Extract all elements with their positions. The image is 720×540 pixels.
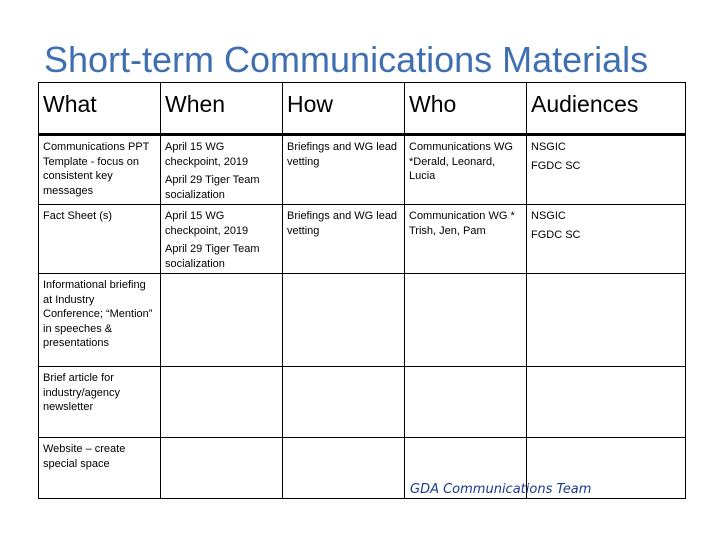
what-text: Communications PPT Template - focus on consistent key messages: [43, 141, 150, 197]
table-row: [39, 367, 686, 438]
audience-line: NSGIC: [531, 210, 566, 222]
who-text: Communications WG *Derald, Leonard, Lucia: [409, 141, 513, 182]
cell-who: [405, 205, 527, 274]
audience-line: FGDC SC: [531, 159, 581, 172]
cell-when: [161, 367, 283, 438]
table-row: [39, 274, 686, 367]
header-when: When: [161, 83, 283, 135]
cell-when: [161, 205, 283, 274]
cell-audiences: [527, 367, 686, 438]
cell-audiences: [527, 135, 686, 205]
cell-what: [39, 438, 161, 499]
cell-what: [39, 274, 161, 367]
cell-who: [405, 274, 527, 367]
cell-when: [161, 438, 283, 499]
cell-what: [39, 367, 161, 438]
cell-how: [283, 274, 405, 367]
what-text: Website – create special space: [43, 443, 126, 470]
cell-how: [283, 438, 405, 499]
what-text: Fact Sheet (s): [43, 210, 113, 222]
how-text: Briefings and WG lead vetting: [287, 210, 398, 237]
footer-credit: GDA Communications Team: [410, 482, 592, 497]
audience-line: NSGIC: [531, 141, 566, 153]
header-audiences: Audiences: [527, 83, 686, 135]
cell-how: [283, 205, 405, 274]
table-row: [39, 135, 686, 205]
materials-table: [38, 82, 686, 499]
what-text: Informational briefing at Industry Conference; “Mention” in speeches & presentations: [43, 279, 153, 349]
slide-title: Short-term Communications Materials: [44, 39, 649, 80]
cell-what: [39, 135, 161, 205]
cell-audiences: [527, 205, 686, 274]
cell-what: [39, 205, 161, 274]
who-text: Communication WG * Trish, Jen, Pam: [409, 210, 515, 237]
table-row: [39, 205, 686, 274]
what-text: Brief article for industry/agency newsletter: [43, 372, 121, 413]
when-line: April 29 Tiger Team socialization: [165, 174, 260, 201]
header-how: How: [283, 83, 405, 135]
cell-audiences: [527, 274, 686, 367]
header-what: What: [39, 83, 161, 135]
how-text: Briefings and WG lead vetting: [287, 141, 398, 168]
cell-how: [283, 367, 405, 438]
cell-who: [405, 367, 527, 438]
cell-how: [283, 135, 405, 205]
table-header-row: [39, 83, 686, 135]
audience-line: FGDC SC: [531, 228, 581, 241]
when-line: April 15 WG checkpoint, 2019: [165, 210, 249, 237]
when-line: April 29 Tiger Team socialization: [165, 243, 260, 270]
cell-when: [161, 135, 283, 205]
when-line: April 15 WG checkpoint, 2019: [165, 141, 249, 168]
cell-who: [405, 135, 527, 205]
header-who: Who: [405, 83, 527, 135]
cell-when: [161, 274, 283, 367]
